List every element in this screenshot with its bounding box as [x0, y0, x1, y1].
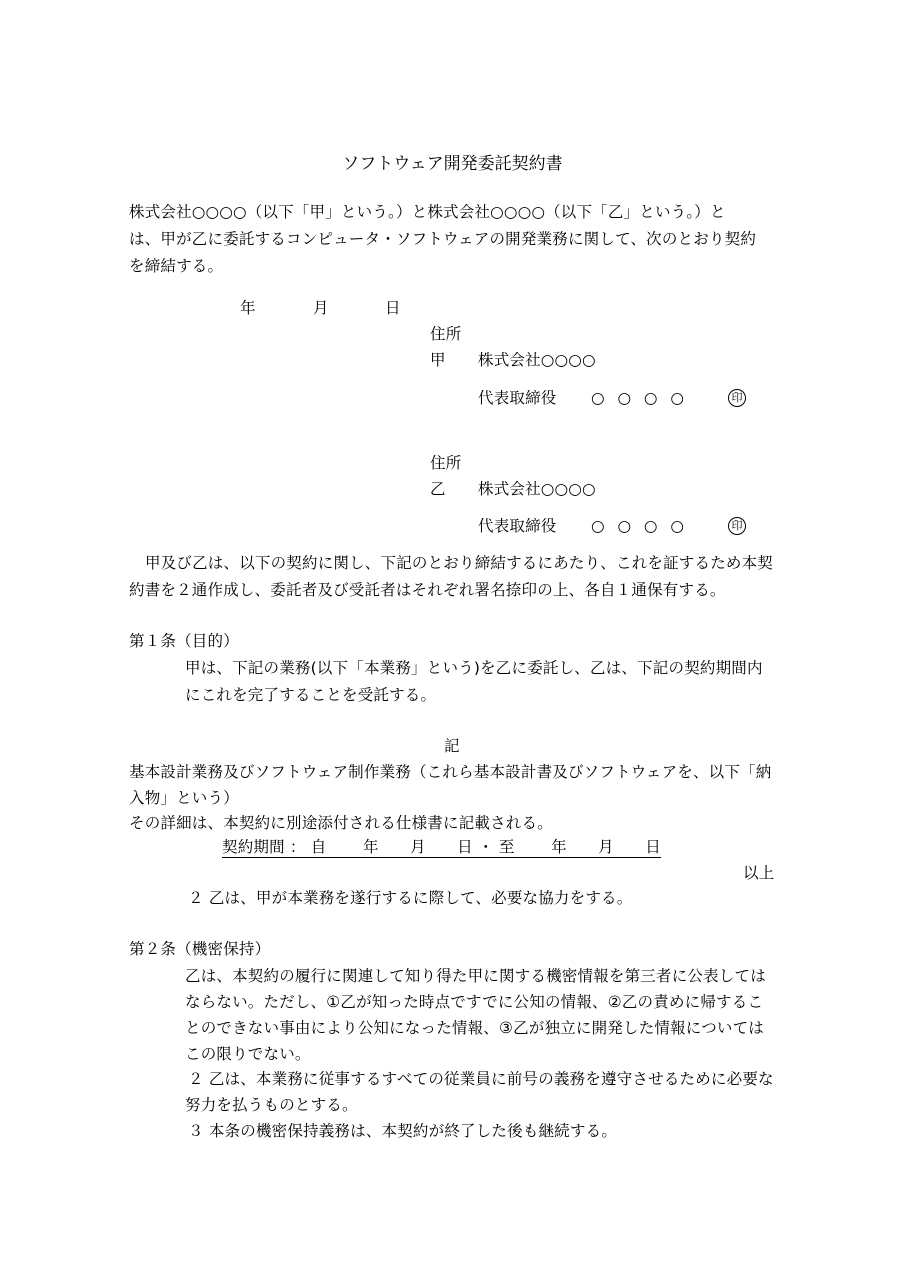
ki-marker: 記 [444, 737, 460, 755]
article-2-body-line-4: この限りでない。 [185, 1045, 311, 1063]
article-1-heading: 第１条（目的） [129, 632, 239, 650]
notes-line-2: 入物」という） [129, 789, 239, 807]
date-day-label: 日 [385, 299, 401, 317]
notes-line-1: 基本設計業務及びソフトウェア制作業務（これら基本設計書及びソフトウェアを、以下「納 [129, 763, 772, 781]
ijo-end-marker: 以上 [743, 864, 775, 882]
date-year-label: 年 [240, 299, 256, 317]
party-b-company: 株式会社○○○○ [478, 480, 596, 498]
article-2-heading: 第２条（機密保持） [129, 940, 271, 958]
preamble-line-2: 約書を２通作成し、委託者及び受託者はそれぞれ署名捺印の上、各自１通保有する。 [129, 581, 726, 599]
document-title: ソフトウェア開発委託契約書 [342, 154, 563, 174]
intro-line-3: を締結する。 [129, 257, 224, 275]
contract-period [222, 836, 661, 858]
party-b-label: 乙 [430, 480, 446, 498]
party-a-seal-icon: 印 [728, 389, 746, 407]
article-2-body-line-6: 努力を払うものとする。 [185, 1096, 358, 1114]
article-2-body-line-1: 乙は、本契約の履行に関連して知り得た甲に関する機密情報を第三者に公表しては [185, 967, 766, 985]
article-2-body-line-2: ならない。ただし、①乙が知った時点ですでに公知の情報、②乙の責めに帰するこ [185, 993, 764, 1011]
contract-period-text: 契約期間 ： 自 年 月 日 ・ 至 年 月 日 [222, 838, 661, 856]
party-a-rep-name: ○ ○ ○ ○ [591, 389, 688, 407]
party-b-seal-icon: 印 [728, 517, 746, 535]
date-month-label: 月 [313, 299, 329, 317]
party-b-rep-name: ○ ○ ○ ○ [591, 517, 688, 535]
article-1-paragraph-2: ２ 乙は、甲が本業務を遂行するに際して、必要な協力をする。 [188, 889, 633, 907]
party-b-rep-title: 代表取締役 [478, 517, 557, 535]
party-a-rep-title: 代表取締役 [478, 389, 557, 407]
intro-line-2: は、甲が乙に委託するコンピュータ・ソフトウェアの開発業務に関して、次のとおり契約 [129, 230, 757, 248]
article-2-body-line-7: ３ 本条の機密保持義務は、本契約が終了した後も継続する。 [188, 1122, 618, 1140]
article-2-body-line-3: とのできない事由により公知になった情報、③乙が独立に開発した情報については [185, 1019, 764, 1037]
party-b-address-label: 住所 [430, 454, 462, 472]
article-2-body-line-5: ２ 乙は、本業務に従事するすべての従業員に前号の義務を遵守させるために必要な [188, 1070, 774, 1088]
notes-line-3: その詳細は、本契約に別途添付される仕様書に記載される。 [129, 814, 553, 832]
party-a-company: 株式会社○○○○ [478, 351, 596, 369]
article-1-body-line-2: にこれを完了することを受託する。 [185, 686, 437, 704]
article-1-body-line-1: 甲は、下記の業務(以下「本業務」という)を乙に委託し、乙は、下記の契約期間内 [185, 659, 763, 677]
preamble-line-1: 甲及び乙は、以下の契約に関し、下記のとおり締結するにあたり、これを証するため本契 [145, 554, 774, 572]
party-a-label: 甲 [430, 351, 446, 369]
intro-line-1: 株式会社○○○○（以下「甲」という。）と株式会社○○○○（以下「乙」という。）と [129, 203, 726, 221]
party-a-address-label: 住所 [430, 325, 462, 343]
